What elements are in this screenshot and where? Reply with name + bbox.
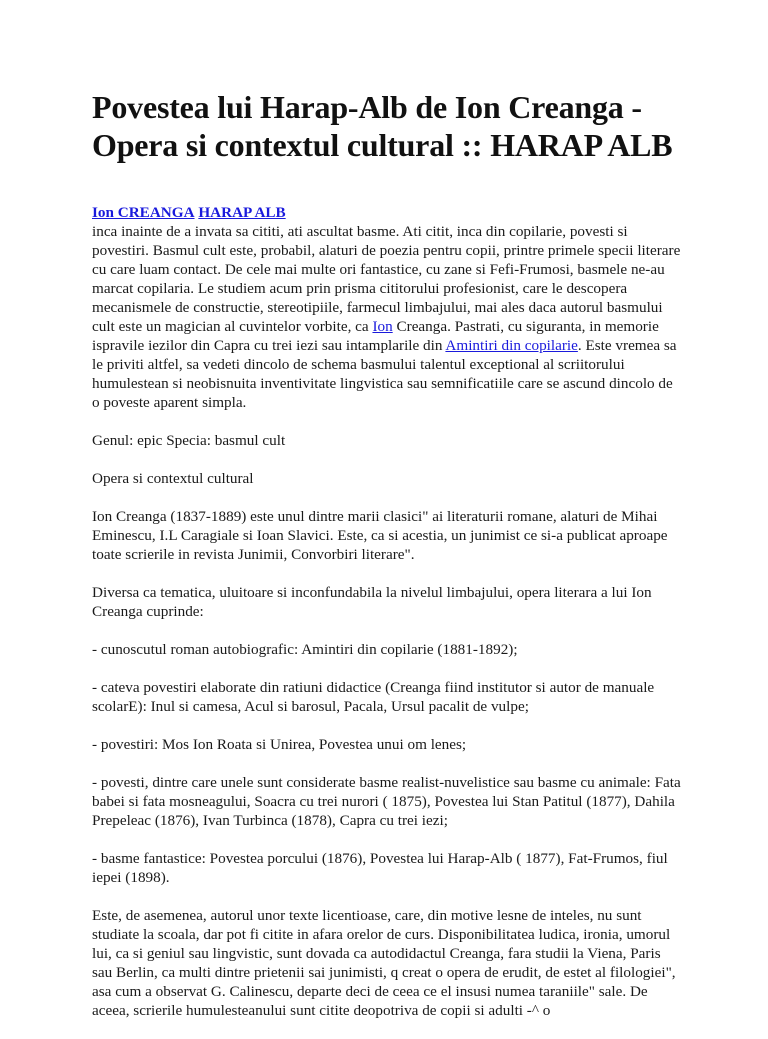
- genre-line: Genul: epic Specia: basmul cult: [92, 432, 286, 449]
- intro-text-3: . Este vremea sa le priviti altfel, sa vedeti dincolo de schema basmului talentul exceptional al scriitorului humulestean si neobisnuita inventivitate lingvistica sau semnificatiile care se ascund dincolo de o poveste aparent simpla.: [92, 337, 677, 411]
- intro-text-2: Creanga. Pastrati, cu siguranta, in memorie ispravile iezilor din Capra cu trei iezi sau intamplarile din: [92, 318, 659, 354]
- tag-link-ion-creanga[interactable]: Ion CREANGA: [92, 204, 195, 221]
- list-item: - cateva povestiri elaborate din ratiuni didactice (Creanga fiind institutor si autor de manuale scolarE): Inul si camesa, Acul si barosul, Pacala, Ursul pacalit de vulpe;: [92, 679, 655, 715]
- amintiri-din-copilarie-link[interactable]: Amintiri din copilarie: [445, 337, 578, 354]
- list-item: - povestiri: Mos Ion Roata si Unirea, Povestea unui om lenes;: [92, 736, 467, 753]
- document-page: [92, 88, 682, 1039]
- section-heading: Opera si contextul cultural: [92, 470, 254, 487]
- tag-links: [92, 203, 682, 222]
- ion-link[interactable]: Ion: [372, 318, 393, 335]
- paragraph: Ion Creanga (1837-1889) este unul dintre marii clasici" ai literaturii romane, alaturi de Mihai Eminescu, I.L Caragiale si Ioan Slavici. Este, ca si acestia, un junimist ce si-a publicat aproape toate scrierile in revista Junimii, Convorbiri literare".: [92, 508, 668, 563]
- tag-link-harap-alb[interactable]: HARAP ALB: [198, 204, 286, 221]
- list-item: - basme fantastice: Povestea porcului (1876), Povestea lui Harap-Alb ( 1877), Fat-Frumos, fiul iepei (1898).: [92, 850, 668, 886]
- intro-paragraph: [92, 203, 682, 412]
- paragraph: Este, de asemenea, autorul unor texte licentioase, care, din motive lesne de inteles, nu sunt studiate la scoala, dar pot fi citite in afara orelor de curs. Disponibilitatea ludica, ironia, umorul lui, ca si geniul sau lingvistic, sunt dovada ca autodidactul Creanga, fara studii la Viena, Paris sau Berlin, ca multi dintre prietenii sai junimisti, q creat o opera de erudit, de estet al filologiei", asa cum a observat G. Calinescu, departe deci de ceea ce el insusi numea taraniile" sale. De aceea, scrierile humulesteanului sunt citite deopotriva de copii si adulti -^ o: [92, 907, 676, 1019]
- article-body: [92, 203, 682, 1020]
- paragraph: Diversa ca tematica, uluitoare si inconfundabila la nivelul limbajului, opera literara a lui Ion Creanga cuprinde:: [92, 584, 652, 620]
- page-title: Povestea lui Harap-Alb de Ion Creanga - Opera si contextul cultural :: HARAP ALB: [92, 89, 673, 163]
- intro-text-1: inca inainte de a invata sa cititi, ati ascultat basme. Ati citit, inca din copilarie, povesti si povestiri. Basmul cult este, probabil, alaturi de poezia pentru copii, printre primele specii literare cu care luam contact. De cele mai multe ori fantastice, cu zane si Fefi-Frumosi, basmele ne-au marcat copilaria. Le studiem acum prin prisma cititorului profesionist, care le descopera mecanismele de constructie, stereotipiile, farmecul limbajului, mai ales daca autorul basmului cult este un magician al cuvintelor vorbite, ca: [92, 223, 681, 335]
- list-item: - cunoscutul roman autobiografic: Amintiri din copilarie (1881-1892);: [92, 641, 518, 658]
- list-item: - povesti, dintre care unele sunt considerate basme realist-nuvelistice sau basme cu animale: Fata babei si fata mosneagului, Soacra cu trei nurori ( 1875), Povestea lui Stan Patitul (1877), Dahila Prepeleac (1876), Ivan Turbinca (1878), Capra cu trei iezi;: [92, 774, 681, 829]
